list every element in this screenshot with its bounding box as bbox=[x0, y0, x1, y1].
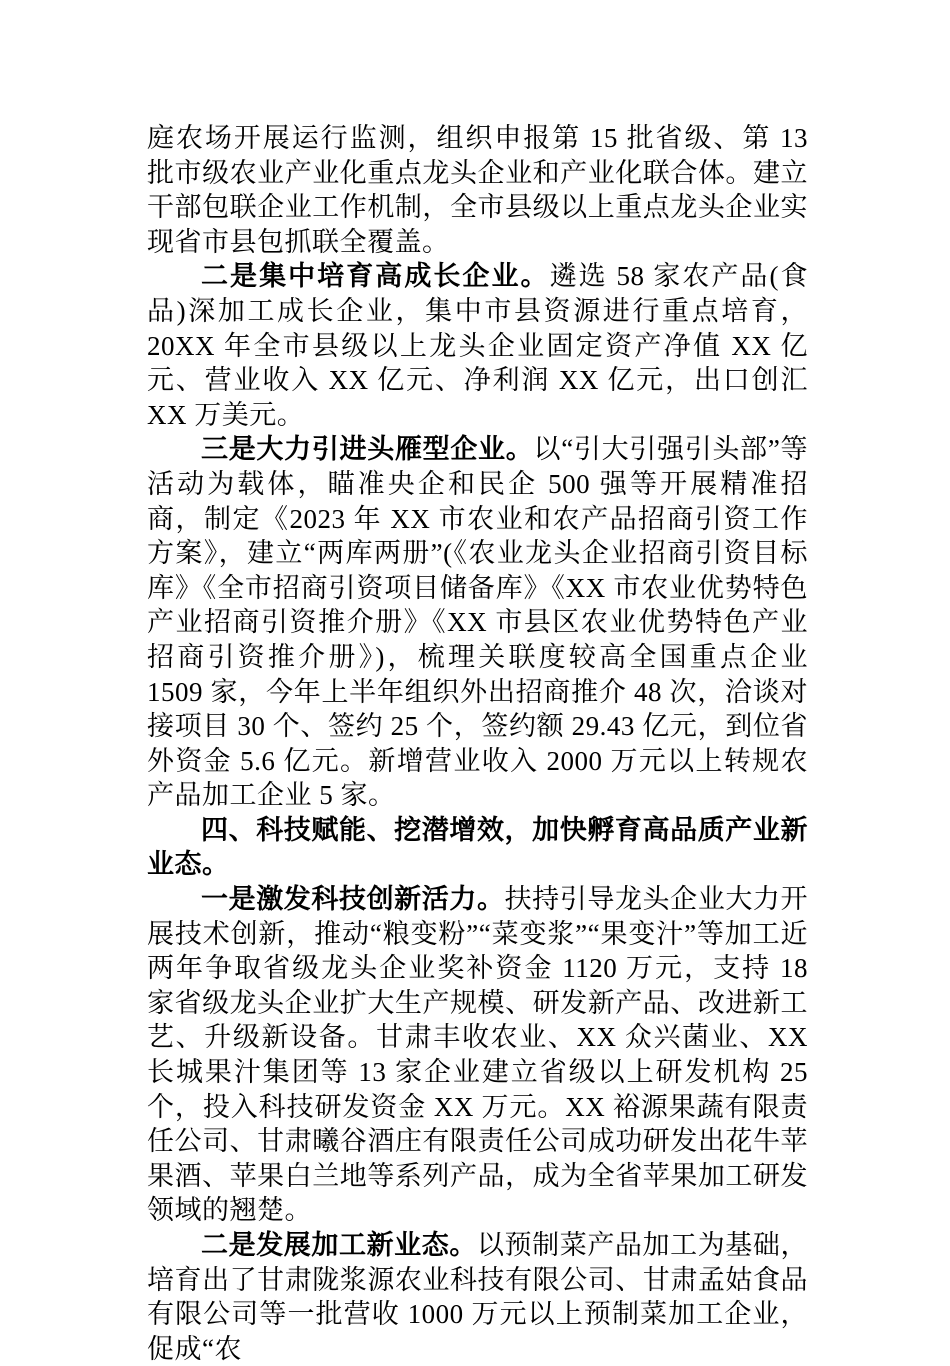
paragraph bbox=[147, 432, 808, 813]
paragraph bbox=[147, 1228, 808, 1366]
paragraph-continuation bbox=[147, 121, 808, 259]
bold-lead-text: 三是大力引进头雁型企业。 bbox=[201, 434, 534, 465]
bold-lead-text: 二是集中培育高成长企业。 bbox=[201, 261, 550, 292]
paragraph bbox=[147, 882, 808, 1228]
section-heading bbox=[147, 813, 808, 882]
section-heading-text: 四、科技赋能、挖潜增效，加快孵育高品质产业新业态。 bbox=[147, 814, 808, 880]
paragraph-text: 庭农场开展运行监测，组织申报第 15 批省级、第 13 批市级农业产业化重点龙头企业和产业化联合体。建立干部包联企业工作机制，全市县级以上重点龙头企业实现省市县包抓联全覆盖。 bbox=[147, 123, 808, 257]
paragraph-text: 遴选 58 家农产品(食品)深加工成长企业，集中市县资源进行重点培育，20XX 年全市县级以上龙头企业固定资产净值 XX 亿元、营业收入 XX 亿元、净利润 XX 亿元，出口创汇 XX 万美元。 bbox=[147, 261, 808, 430]
paragraph-text: 以“引大引强引头部”等活动为载体，瞄准央企和民企 500 强等开展精准招商，制定《2023 年 XX 市农业和农产品招商引资工作方案》，建立“两库两册”(《农业龙头企业招商引资目标库》《全市招商引资项目储备库》《XX 市农业优势特色产业招商引资推介册》《XX 市县区农业优势特色产业招商引资推介册》)，梳理关联度较高全国重点企业 1509 家，今年上半年组织外出招商推介 48 次，洽谈对接项目 30 个、签约 25 个，签约额 29.43 亿元，到位省外资金 5.6 亿元。新增营业收入 2000 万元以上转规农产品加工企业 5 家。 bbox=[147, 434, 809, 811]
bold-lead-text: 一是激发科技创新活力。 bbox=[201, 884, 505, 915]
paragraph bbox=[147, 259, 808, 432]
paragraph-text: 以预制菜产品加工为基础，培育出了甘肃陇浆源农业科技有限公司、甘肃孟姑食品有限公司等一批营收 1000 万元以上预制菜加工企业，促成“农 bbox=[147, 1230, 809, 1364]
paragraph-text: 扶持引导龙头企业大力开展技术创新，推动“粮变粉”“菜变浆”“果变汁”等加工近两年争取省级龙头企业奖补资金 1120 万元，支持 18 家省级龙头企业扩大生产规模、研发新产品、改进新工艺、升级新设备。甘肃丰收农业、XX 众兴菌业、XX 长城果汁集团等 13 家企业建立省级以上研发机构 25 个，投入科技研发资金 XX 万元。XX 裕源果蔬有限责任公司、甘肃曦谷酒庄有限责任公司成功研发出花牛苹果酒、苹果白兰地等系列产品，成为全省苹果加工研发领域的翘楚。 bbox=[147, 884, 809, 1226]
bold-lead-text: 二是发展加工新业态。 bbox=[201, 1230, 477, 1260]
